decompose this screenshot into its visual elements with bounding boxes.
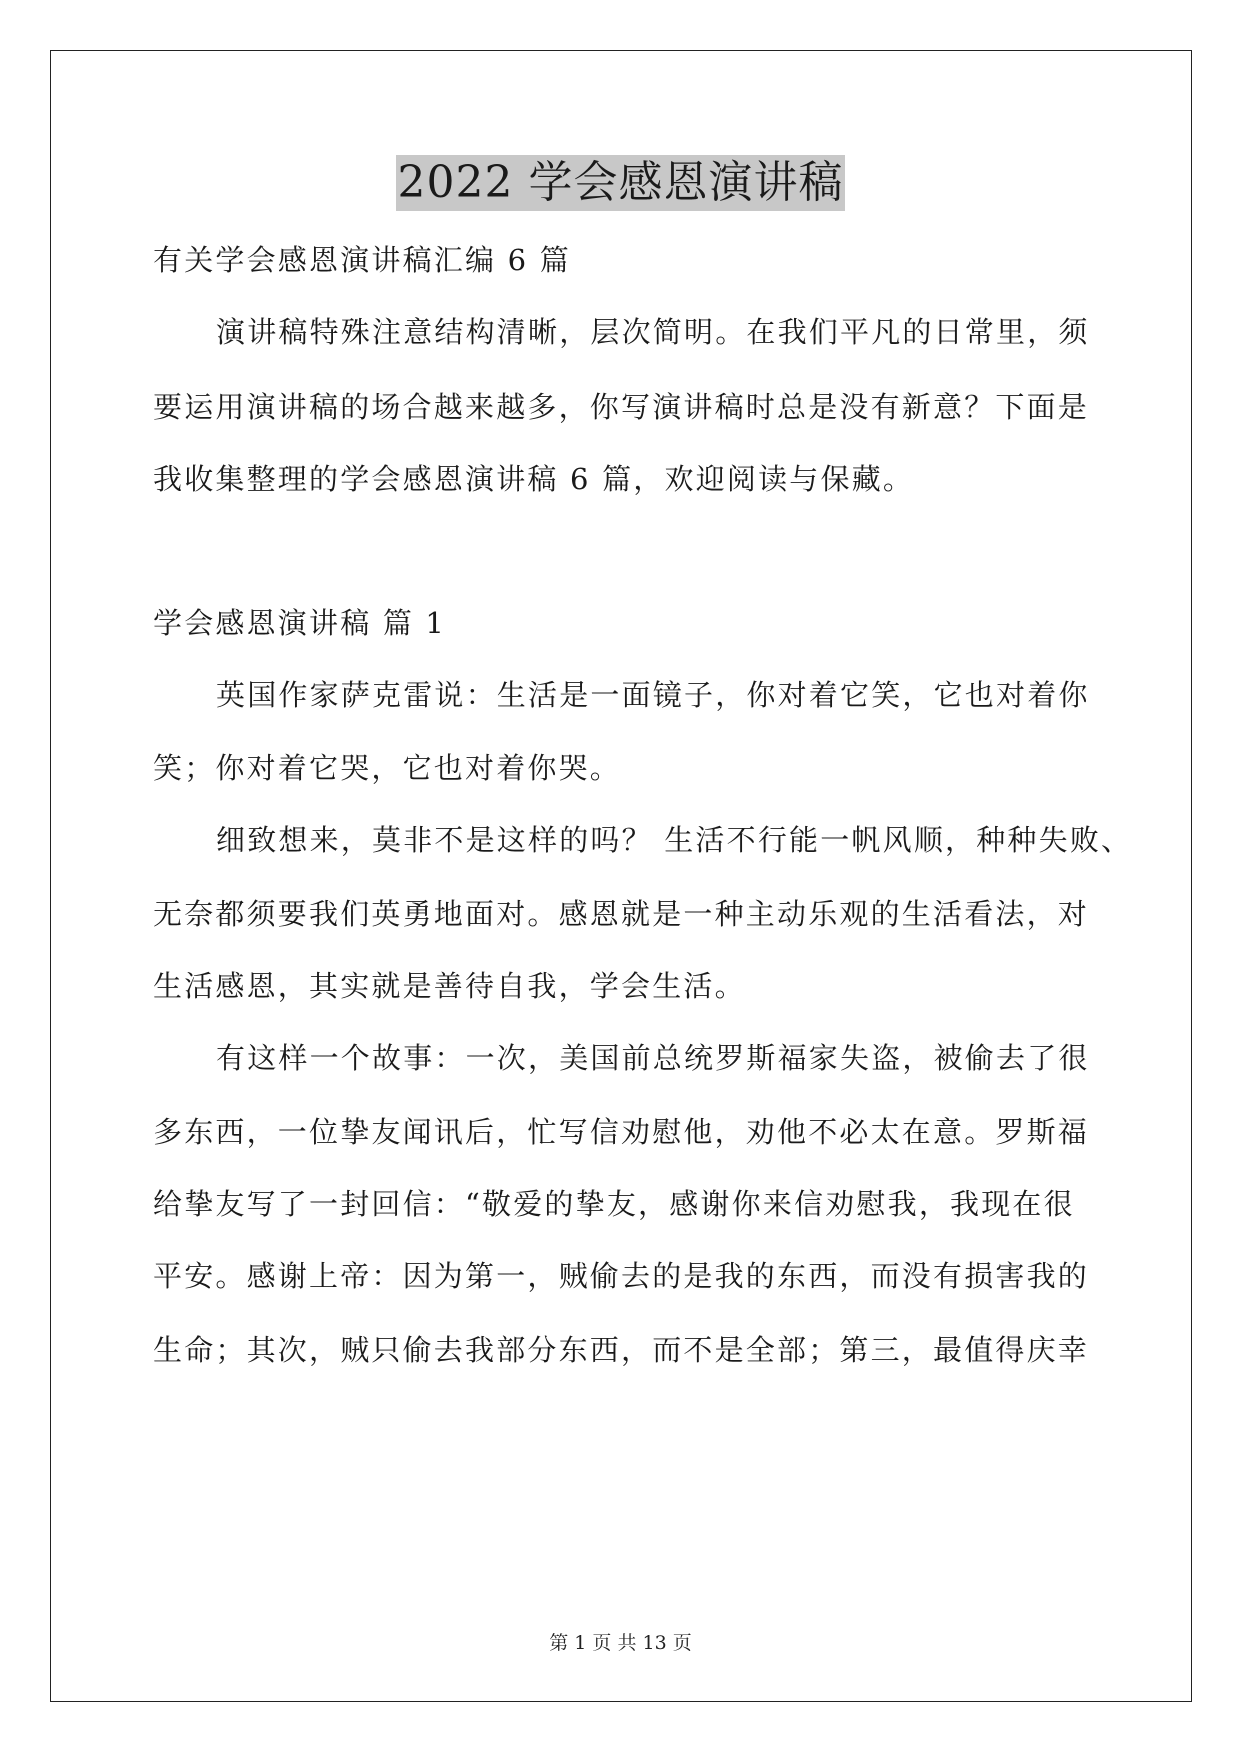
section-heading: 学会感恩演讲稿 篇 1 <box>153 606 447 640</box>
paragraph-line: 生命；其次，贼只偷去我部分东西，而不是全部；第三，最值得庆幸 <box>153 1333 1090 1367</box>
paragraph-line: 给挚友写了一封回信：“敬爱的挚友，感谢你来信劝慰我，我现在很 <box>153 1187 1075 1221</box>
paragraph-line: 多东西，一位挚友闻讯后，忙写信劝慰他，劝他不必太在意。罗斯福 <box>153 1115 1090 1149</box>
subtitle-line: 有关学会感恩演讲稿汇编 6 篇 <box>153 243 571 277</box>
page-border <box>50 50 1192 1702</box>
paragraph-line: 有这样一个故事：一次，美国前总统罗斯福家失盗，被偷去了很 <box>216 1041 1090 1075</box>
paragraph-line: 无奈都须要我们英勇地面对。感恩就是一种主动乐观的生活看法，对 <box>153 897 1090 931</box>
title-container <box>0 155 1241 211</box>
paragraph-line: 生活感恩，其实就是善待自我，学会生活。 <box>153 969 746 1003</box>
page-footer: 第 1 页 共 13 页 <box>549 1632 692 1654</box>
paragraph-line: 笑；你对着它哭，它也对着你哭。 <box>153 751 622 785</box>
paragraph-line: 我收集整理的学会感恩演讲稿 6 篇，欢迎阅读与保藏。 <box>153 462 915 496</box>
paragraph-line: 平安。感谢上帝：因为第一，贼偷去的是我的东西，而没有损害我的 <box>153 1259 1090 1293</box>
paragraph-line: 细致想来，莫非不是这样的吗？ 生活不行能一帆风顺，种种失败、 <box>216 823 1133 857</box>
paragraph-line: 要运用演讲稿的场合越来越多，你写演讲稿时总是没有新意？下面是 <box>153 390 1090 424</box>
document-title: 2022 学会感恩演讲稿 <box>396 155 846 211</box>
paragraph-line: 演讲稿特殊注意结构清晰，层次简明。在我们平凡的日常里，须 <box>216 315 1090 349</box>
paragraph-line: 英国作家萨克雷说：生活是一面镜子，你对着它笑，它也对着你 <box>216 678 1090 712</box>
